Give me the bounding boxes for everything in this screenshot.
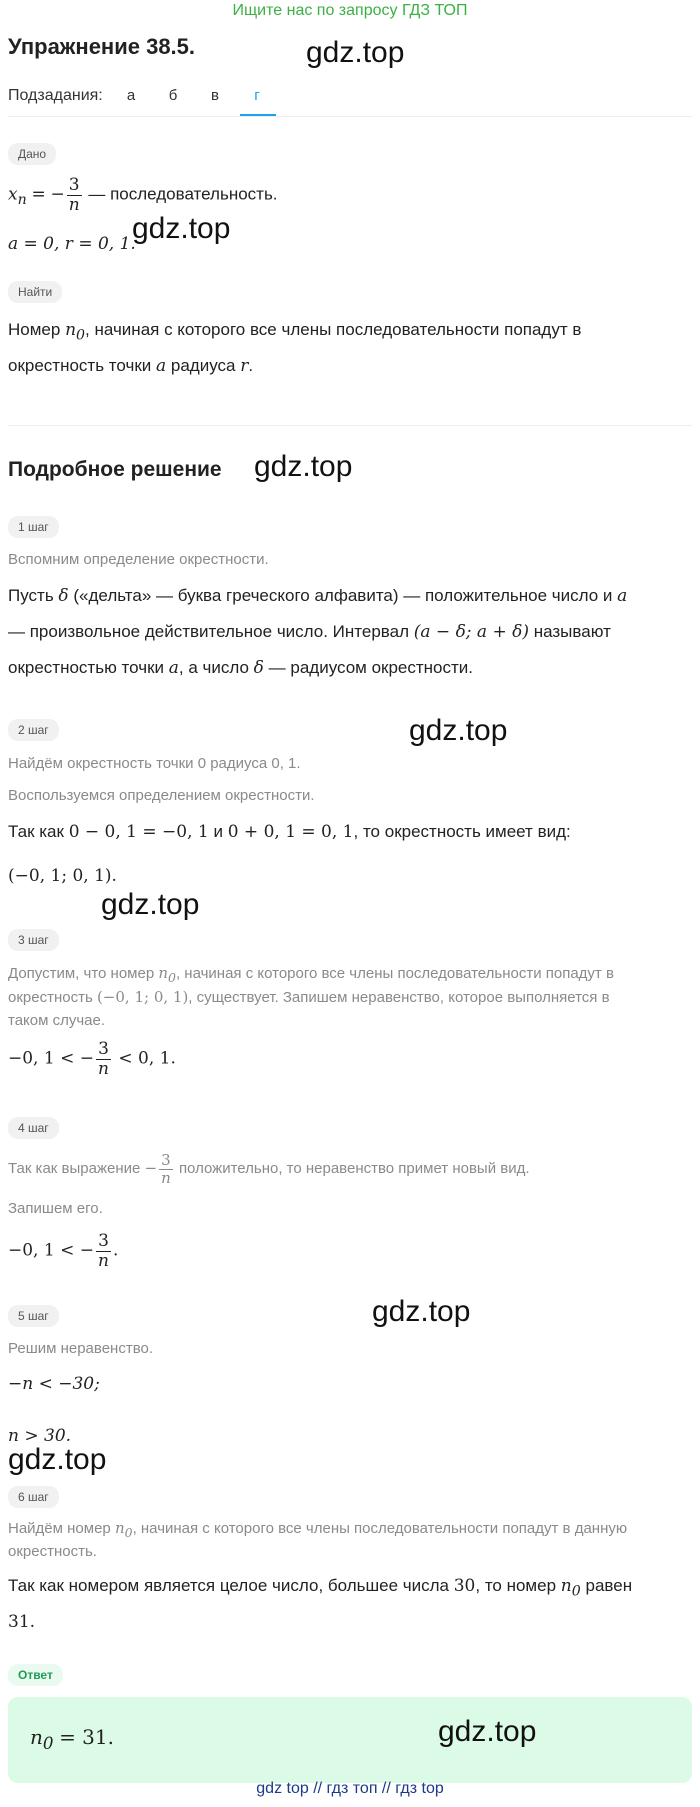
n0-var [114,1519,133,1540]
s1-l2a: — произвольное действительное число. Интервал [8,622,410,641]
s6-g1a: Найдём номер [8,1520,111,1537]
n0-sub: 0 [124,1525,133,1540]
watermark: gdz.top [306,36,405,69]
solution-heading: Подробное решение [8,458,222,481]
s3-ineq-right: < 0, 1. [118,1048,176,1069]
tab-g[interactable]: г [254,87,260,104]
s2-l1b: 0 − 0, 1 = −0, 1 [68,822,209,842]
fraction-den: n [98,1058,109,1079]
step-3-inequality [8,1040,692,1078]
step-1-line-1 [8,578,692,614]
fraction-den: n [98,1250,109,1271]
step-1-line-2 [8,614,692,650]
answer-text [30,1725,114,1753]
n0-var [560,1576,581,1600]
fraction-den: n [161,1168,171,1187]
find-text-2 [8,348,692,384]
delta-var: δ [58,586,69,606]
s6-g1b: , начиная с которого все члены последовательности попадут в данную [132,1520,628,1537]
s4-g1b: положительно, то неравенство примет новый вид. [178,1159,530,1177]
s3-g1a: Допустим, что номер [8,965,155,982]
step-4-inequality: −0, 1 < − $\frac{3}{n}$ . [8,1231,119,1271]
step-2-gray-2: Воспользуемся определением окрестности. [8,787,315,804]
given-params: a = 0, r = 0, 1. [8,234,136,254]
n0-var [30,1725,54,1753]
x-var: x [8,184,18,205]
find-part3: окрестность точки [8,356,152,375]
s6-l1b: 30 [453,1576,476,1596]
fraction-num: 3 [96,1232,111,1252]
s3-ineq-left: −0, 1 < [8,1048,75,1069]
s2-l1a: Так как [8,822,64,841]
find-part2: , начиная с которого все члены последовательности попадут в [85,320,582,339]
watermark: gdz.top [8,1443,107,1476]
s3-g2a: окрестность [8,989,93,1006]
fraction [96,1232,111,1270]
a-var: a [156,356,167,376]
step-5-chip: 5 шаг [8,1305,59,1327]
find-part5: . [248,356,254,375]
tab-b[interactable]: б [168,87,178,104]
a-var: a [617,586,628,606]
step-2-gray-1: Найдём окрестность точки 0 радиуса 0, 1. [8,755,301,772]
step-2-chip: 2 шаг [8,719,59,741]
watermark: gdz.top [132,212,231,245]
divider [8,116,692,117]
fraction-den: n [68,194,80,215]
find-part4: радиуса [170,356,236,375]
s1-l3b: , а число [178,658,249,677]
given-chip: Дано [8,143,56,165]
eq-sign: = [31,184,46,205]
n-var: n [30,1725,43,1749]
s2-l1c: и [213,822,223,841]
step-4-gray-2: Запишем его. [8,1200,103,1217]
watermark: gdz.top [372,1295,471,1328]
step-1-chip: 1 шаг [8,516,59,538]
s1-l2c: называют [533,622,611,641]
s3-g2b: (−0, 1; 0, 1) [96,988,189,1006]
n0-sub: 0 [76,327,86,344]
n0-var [158,964,176,985]
step-1-gray: Вспомним определение окрестности. [8,551,269,568]
find-part1: Номер [8,320,61,339]
fraction [96,1040,111,1078]
step-5-gray: Решим неравенство. [8,1340,153,1357]
watermark: gdz.top [101,888,200,921]
find-chip: Найти [8,281,62,303]
s4-g1a: Так как выражение [8,1159,141,1177]
page-title: Упражнение 38.5. [8,34,196,59]
step-4-gray-1 [8,1152,692,1186]
x-sub: n [17,192,27,209]
step-6-chip: 6 шаг [8,1486,59,1508]
fraction-num: 3 [67,176,82,196]
s2-l1e: , то окрестность имеет вид: [353,822,571,841]
top-banner: Ищите нас по запросу ГДЗ ТОП [232,2,468,19]
s4-ineq-left: −0, 1 < [8,1240,75,1261]
fraction [67,176,82,214]
n-var: n [158,964,169,982]
step-4-chip: 4 шаг [8,1117,59,1139]
divider [8,425,692,426]
s1-l1b: («дельта» — буква греческого алфавита) — положительное число и [73,586,613,605]
s6-l1c: , то номер [475,1576,557,1595]
n-var: n [65,320,77,340]
n0-sub: 0 [42,1734,54,1753]
step-6-line-2: 31. [8,1612,36,1632]
s1-l3a: окрестностью точки [8,658,165,677]
watermark: gdz.top [438,1715,537,1748]
given-sequence [8,176,692,218]
step-3-chip: 3 шаг [8,929,59,951]
answer-value: = 31. [59,1725,114,1749]
n0-sub: 0 [571,1583,581,1600]
minus-sign: − [79,1048,94,1069]
s1-l1a: Пусть [8,586,54,605]
step-3-gray-2 [8,985,692,1010]
n-var: n [114,1519,125,1537]
fraction-num: 3 [96,1040,111,1060]
n-var: n [560,1576,572,1596]
minus-sign: − [50,184,65,205]
a-var: a [168,658,179,678]
n0-sub: 0 [168,970,176,985]
subtasks-label: Подзадания: [8,87,103,104]
s2-l1d: 0 + 0, 1 = 0, 1 [227,822,354,842]
given-seq-suffix: — последовательность. [88,184,278,204]
s6-l1a: Так как номером является целое число, большее числа [8,1576,449,1595]
watermark: gdz.top [254,450,353,483]
step-2-line-2: (−0, 1; 0, 1). [8,866,117,886]
step-3-gray-3: таком случае. [8,1012,106,1029]
fraction [159,1152,173,1186]
s3-g1b: , начиная с которого все члены последовательности попадут в [175,965,614,982]
r-var: r [240,356,249,376]
s6-l1d: равен [585,1576,633,1595]
step-5-line-1: −n < −30; [8,1374,100,1394]
minus-sign: − [144,1158,158,1177]
answer-chip: Ответ [8,1664,63,1686]
step-5-line-2: n > 30. [8,1426,72,1446]
step-6-gray-2: окрестность. [8,1543,97,1560]
fraction-num: 3 [159,1152,173,1170]
minus-sign: − [79,1240,94,1261]
n0-var [65,320,86,344]
step-2-line-1 [8,814,692,850]
s1-l3c: — радиусом окрестности. [268,658,474,677]
watermark: gdz.top [409,714,508,747]
footer-links[interactable]: gdz top // гдз топ // гдз top [256,1780,444,1797]
step-1-line-3 [8,650,692,686]
s3-g2c: , существует. Запишем неравенство, которое выполняется в [188,989,610,1006]
tab-v[interactable]: в [211,87,219,104]
delta-var: δ [253,658,264,678]
tab-a[interactable]: а [126,87,136,104]
s1-l2b: (a − δ; a + δ) [413,622,529,642]
